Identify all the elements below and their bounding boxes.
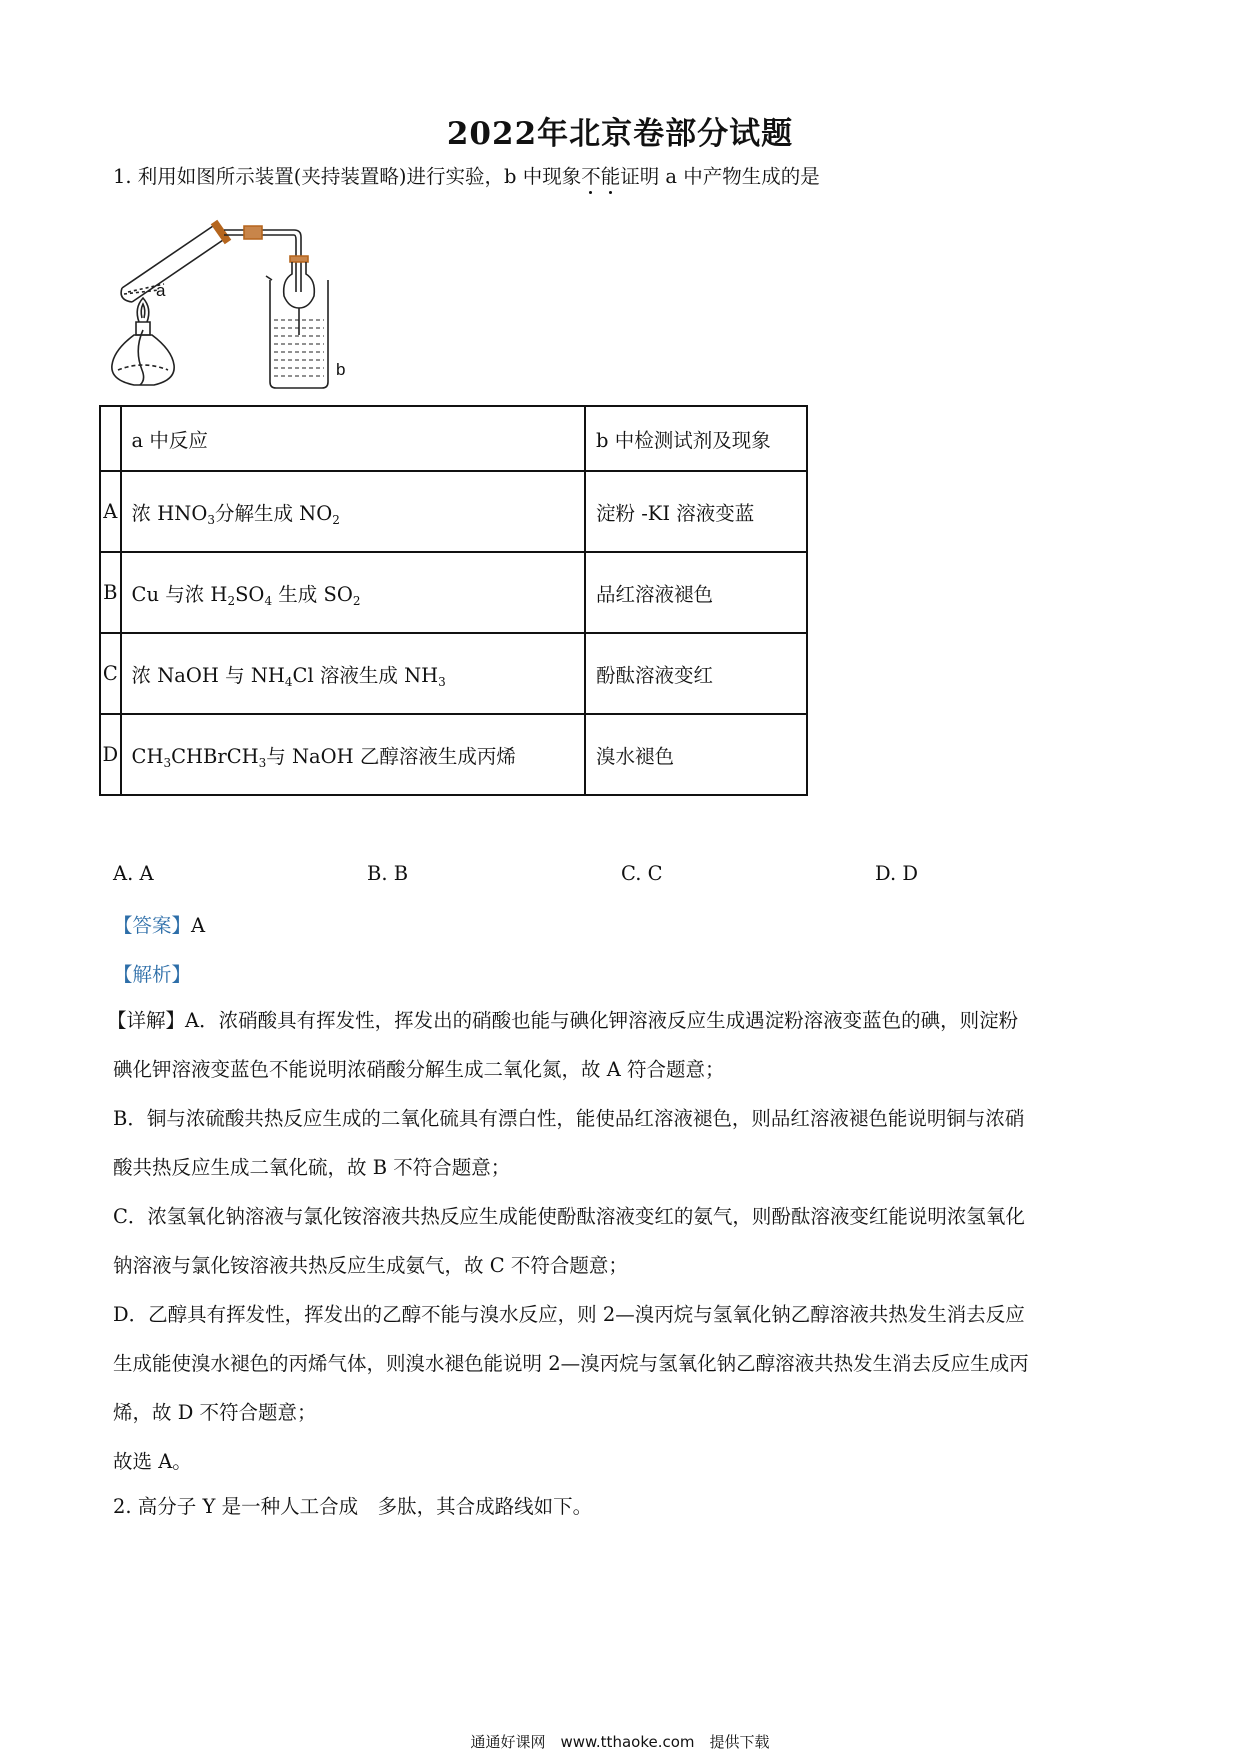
header-cell-label	[100, 406, 121, 471]
detail-line: B．铜与浓硫酸共热反应生成的二氧化硫具有漂白性，能使品红溶液褪色，则品红溶液褪色能说明铜与浓硝	[113, 1107, 1025, 1130]
table-row	[100, 633, 807, 714]
emphasis-char-2: 能	[600, 165, 621, 188]
reaction-text: 生成 SO	[272, 582, 353, 606]
table-row	[100, 471, 807, 552]
header-cell-reaction: a 中反应	[121, 406, 585, 471]
detail-paragraphs	[107, 996, 1128, 1486]
subscript: 2	[227, 593, 236, 608]
reaction-text: Cu 与浓 H	[131, 582, 228, 606]
subscript: 3	[438, 674, 446, 689]
stem-prefix: 1. 利用如图所示装置(夹持装置略)进行实验，b 中现象	[113, 165, 582, 188]
reaction-text: 浓 HNO	[131, 501, 208, 525]
stem-suffix: 证明 a 中产物生成的是	[620, 165, 820, 188]
detection-cell: 溴水褪色	[585, 714, 807, 795]
detail-line: 酸共热反应生成二氧化硫，故 B 不符合题意；	[113, 1156, 511, 1179]
row-label: B	[100, 552, 121, 633]
detection-cell: 淀粉 -KI 溶液变蓝	[585, 471, 807, 552]
table-header-row	[100, 406, 807, 471]
row-label: C	[100, 633, 121, 714]
detail-line: 钠溶液与氯化铵溶液共热反应生成氨气，故 C 不符合题意；	[113, 1254, 628, 1277]
table-row	[100, 714, 807, 795]
analysis-label: 【解析】	[113, 963, 192, 986]
option-b[interactable]: B. B	[367, 862, 409, 885]
subscript: 3	[258, 755, 267, 770]
footer-text: 通通好课网 www.tthaoke.com 提供下载	[470, 1733, 770, 1751]
reaction-text: CH	[131, 744, 164, 768]
detail-line: C．浓氢氧化钠溶液与氯化铵溶液共热反应生成能使酚酞溶液变红的氨气，则酚酞溶液变红能说明浓氢氧化	[113, 1205, 1025, 1228]
question-1-stem	[113, 162, 820, 192]
reaction-text: Cl 溶液生成 NH	[292, 663, 439, 687]
emphasis-char-1: 不	[581, 165, 601, 188]
detail-line: 烯，故 D 不符合题意；	[113, 1401, 317, 1424]
option-c[interactable]: C. C	[621, 862, 663, 885]
detail-line: 碘化钾溶液变蓝色不能说明浓硝酸分解生成二氧化氮，故 A 符合题意；	[113, 1058, 725, 1081]
detail-line	[107, 996, 1128, 1045]
subscript: 4	[264, 593, 273, 608]
answer-line	[113, 911, 205, 941]
reaction-table	[99, 405, 808, 796]
subscript: 3	[163, 755, 172, 770]
option-a[interactable]: A. A	[113, 862, 154, 885]
detail-line: D．乙醇具有挥发性，挥发出的乙醇不能与溴水反应，则 2—溴丙烷与氢氧化钠乙醇溶液共热发生消去反应	[113, 1303, 1025, 1326]
row-label: A	[100, 471, 121, 552]
detection-cell: 品红溶液褪色	[585, 552, 807, 633]
reaction-cell	[121, 471, 585, 552]
reaction-text: CHBrCH	[171, 744, 259, 768]
test-tube	[121, 222, 301, 302]
alcohol-lamp	[112, 298, 174, 385]
apparatus-diagram	[104, 210, 394, 395]
reaction-text: 浓 NaOH 与 NH	[131, 663, 285, 687]
detail-line: 故选 A。	[113, 1450, 192, 1473]
reaction-cell	[121, 552, 585, 633]
reaction-text: SO	[235, 582, 265, 606]
detail-text: A．浓硝酸具有挥发性，挥发出的硝酸也能与碘化钾溶液反应生成遇淀粉溶液变蓝色的碘，则淀粉	[185, 1009, 1019, 1032]
table-row	[100, 552, 807, 633]
label-a: a	[156, 281, 166, 300]
beaker	[266, 256, 328, 388]
subscript: 3	[207, 512, 215, 527]
label-b: b	[336, 360, 346, 379]
reaction-cell	[121, 714, 585, 795]
answer-value: A	[191, 914, 206, 937]
row-label: D	[100, 714, 121, 795]
detection-cell: 酚酞溶液变红	[585, 633, 807, 714]
detail-label: 【详解】	[107, 1009, 186, 1032]
question-2-stem: 2. 高分子 Y 是一种人工合成 多肽，其合成路线如下。	[113, 1495, 593, 1518]
option-d[interactable]: D. D	[875, 862, 918, 885]
detail-line: 生成能使溴水褪色的丙烯气体，则溴水褪色能说明 2—溴丙烷与氢氧化钠乙醇溶液共热发生消去反应生成丙	[113, 1352, 1029, 1375]
header-cell-detection: b 中检测试剂及现象	[585, 406, 807, 471]
reaction-cell	[121, 633, 585, 714]
subscript: 2	[352, 593, 361, 608]
subscript: 4	[284, 674, 293, 689]
reaction-text: 分解生成 NO	[214, 501, 333, 525]
page-title: 2022年北京卷部分试题	[446, 116, 794, 152]
answer-label: 【答案】	[113, 914, 192, 937]
reaction-text: 与 NaOH 乙醇溶液生成丙烯	[266, 744, 516, 768]
subscript: 2	[332, 512, 340, 527]
